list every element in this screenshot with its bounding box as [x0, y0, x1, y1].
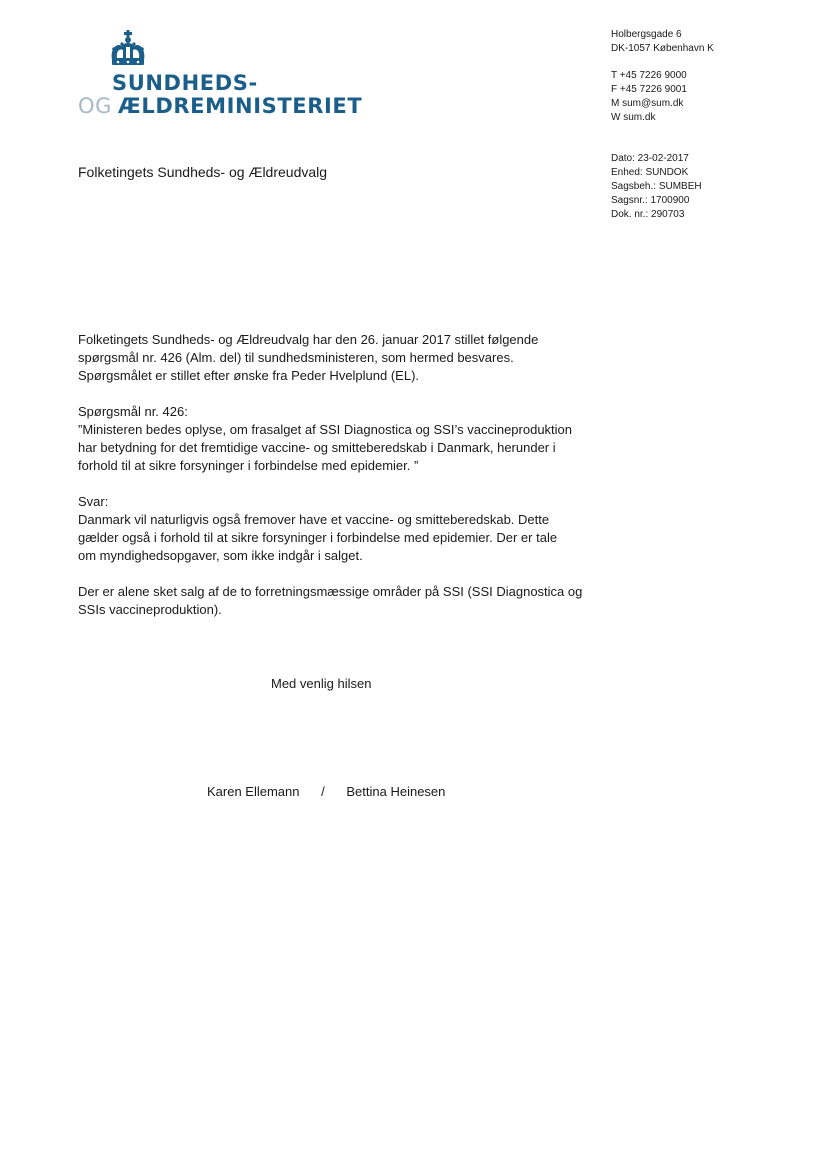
logo-ministry-name: ÆLDREMINISTERIET [118, 94, 363, 118]
text-line: om myndighedsopgaver, som ikke indgår i salget. [78, 548, 363, 563]
address-city: DK-1057 København K [611, 43, 714, 54]
meta-date: Dato: 23-02-2017 [611, 153, 689, 164]
text-line: Danmark vil naturligvis også fremover have et vaccine- og smitteberedskab. Dette [78, 512, 550, 527]
logo-text-line1: SUNDHEDS- [112, 71, 258, 95]
text-line: spørgsmål nr. 426 (Alm. del) til sundhedsministeren, som hermed besvares. [78, 350, 514, 365]
text-line: forhold til at sikre forsyninger i forbindelse med epidemier. ” [78, 458, 419, 473]
text-line: Spørgsmålet er stillet efter ønske fra Peder Hvelplund (EL). [78, 368, 420, 383]
meta-unit: Enhed: SUNDOK [611, 167, 689, 178]
logo-text-line2 [78, 94, 362, 118]
text-line: gælder også i forhold til at sikre forsyninger i forbindelse med epidemier. Der er tale [78, 530, 558, 545]
signature-separator: / [321, 784, 325, 799]
closing-greeting: Med venlig hilsen [271, 676, 372, 691]
text-line: ”Ministeren bedes oplyse, om frasalget af SSI Diagnostica og SSI’s vaccineproduktion [78, 422, 573, 437]
text-line: Folketingets Sundheds- og Ældreudvalg har den 26. januar 2017 stillet følgende [78, 332, 539, 347]
answer-heading: Svar: [78, 494, 109, 509]
address-street: Holbergsgade 6 [611, 29, 682, 40]
meta-handler: Sagsbeh.: SUMBEH [611, 181, 702, 192]
logo-og: OG [78, 94, 113, 118]
paragraph-question [78, 403, 573, 475]
meta-document-number: Dok. nr.: 290703 [611, 209, 685, 220]
signature-left: Karen Ellemann [207, 784, 300, 799]
contact-phone: T +45 7226 9000 [611, 70, 687, 81]
sender-info [611, 28, 811, 222]
meta-case-number: Sagsnr.: 1700900 [611, 195, 690, 206]
paragraph-answer [78, 493, 568, 565]
recipient: Folketingets Sundheds- og Ældreudvalg [78, 164, 328, 180]
contact-fax: F +45 7226 9001 [611, 84, 687, 95]
paragraph-sale [78, 583, 583, 619]
text-line: SSIs vaccineproduktion). [78, 602, 222, 617]
ministry-logo [78, 30, 363, 120]
question-heading: Spørgsmål nr. 426: [78, 404, 188, 419]
signature-right: Bettina Heinesen [346, 784, 446, 799]
crown-icon [108, 30, 148, 66]
text-line: Der er alene sket salg af de to forretningsmæssige områder på SSI (SSI Diagnostica og [78, 584, 583, 599]
text-line: har betydning for det fremtidige vaccine- og smitteberedskab i Danmark, herunder i [78, 440, 556, 455]
paragraph-intro [78, 331, 568, 385]
letter-body [78, 331, 583, 637]
signatures [207, 784, 445, 799]
contact-web: W sum.dk [611, 112, 656, 123]
contact-email: M sum@sum.dk [611, 98, 684, 109]
